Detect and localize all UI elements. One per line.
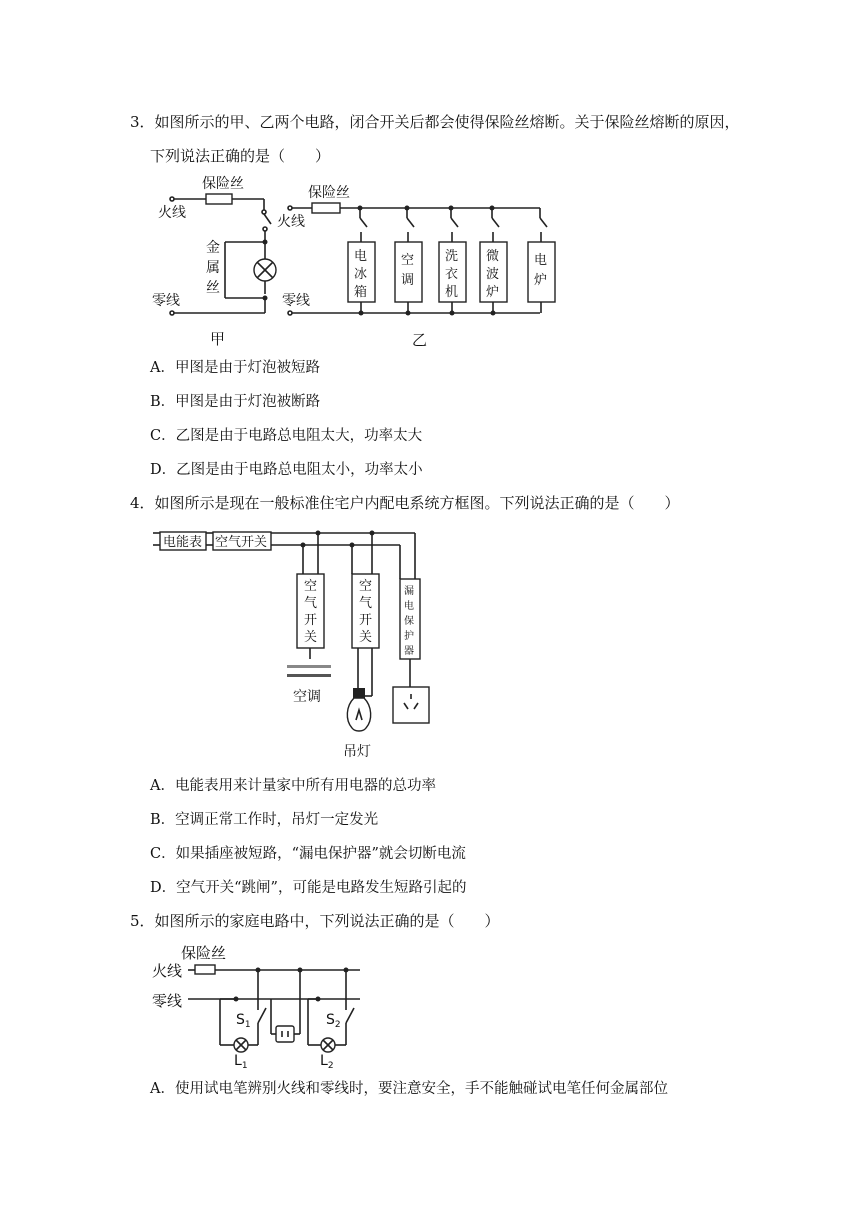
wall-socket-icon [393,687,429,723]
q3-stem-line2: 下列说法正确的是（ ） [150,147,331,165]
branch-l2 [308,970,354,1068]
breaker-char: 关 [359,630,373,645]
q3-option-a: A．甲图是由于灯泡被短路 [150,360,320,376]
q4-option-b: B．空调正常工作时，吊灯一定发光 [150,812,379,828]
appliance-char: 衣 [445,267,459,282]
breaker-char: 空 [304,579,318,594]
s2-label: $S_2$ [326,1012,341,1030]
appliance-char: 电 [534,253,548,268]
yi-caption: 乙 [412,331,428,349]
breaker-char: 气 [359,596,373,611]
q5-stem: 5．如图所示的家庭电路中，下列说法正确的是（ ） [130,912,500,930]
q5-option-a: A．使用试电笔辨别火线和零线时，要注意安全，手不能触碰试电笔任何金属部位 [150,1081,668,1097]
jia-live-label: 火线 [158,205,186,221]
q5-live-label: 火线 [152,962,183,980]
appliance-char: 微 [486,249,500,264]
appliance-char: 波 [486,267,500,282]
l2-label: $L_2$ [320,1053,334,1068]
appliance-char: 调 [401,273,415,288]
yi-neutral-terminal [288,311,292,315]
l1-label: $L_1$ [234,1053,248,1068]
q4-option-c: C．如果插座被短路，“漏电保护器”就会切断电流 [150,846,466,862]
pendant-lamp-icon [347,688,370,731]
q5-fuse-label: 保险丝 [181,944,227,962]
branch-washing-machine [439,206,466,316]
breaker-char: 开 [359,613,373,628]
q4-option-d: D．空气开关“跳闸”，可能是电路发生短路引起的 [150,880,467,896]
socket-branch [271,970,300,1042]
s1-label: $S_1$ [236,1012,251,1030]
rcd-char: 电 [404,601,414,612]
metal-wire-char-2: 属 [206,260,220,276]
q3-option-c: C．乙图是由于电路总电阻太大，功率太大 [150,428,423,444]
branch-refrigerator [348,206,375,316]
main-breaker-label: 空气开关 [215,535,268,550]
breaker-char: 关 [304,630,318,645]
q4-option-a: A．电能表用来计量家中所有用电器的总功率 [150,778,436,794]
appliance-char: 炉 [534,273,548,288]
branch-microwave [480,206,507,316]
breaker-char: 气 [304,596,318,611]
appliance-char: 机 [445,285,459,300]
q4-figure [150,524,450,774]
jia-fuse-icon [206,194,232,204]
branch-l1 [220,970,266,1068]
q3-stem-line1: 3．如图所示的甲、乙两个电路，闭合开关后都会使得保险丝熔断。关于保险丝熔断的原因， [130,113,740,131]
jia-switch-icon [264,214,271,224]
yi-fuse-icon [312,203,340,213]
q5-fuse-icon [195,965,215,974]
appliance-char: 冰 [354,267,368,282]
energy-meter-label: 电能表 [163,535,203,550]
q3-circuit-jia [152,176,276,348]
yi-neutral-label: 零线 [282,293,310,309]
air-conditioner-box [395,242,422,302]
branch-air-conditioner [395,206,422,316]
air-conditioner-label: 空调 [293,689,321,705]
switch-s2-icon [346,1008,354,1023]
breaker-char: 开 [304,613,318,628]
q3-option-d: D．乙图是由于电路总电阻太小，功率太小 [150,462,423,478]
q3-circuit-yi [277,185,555,349]
yi-live-terminal [288,206,292,210]
air-conditioner-icon [287,665,331,668]
yi-live-label: 火线 [277,214,305,230]
socket-icon [276,1026,294,1042]
appliance-char: 电 [354,249,368,264]
q3-figure [140,172,580,352]
rcd-char: 保 [404,616,414,627]
appliance-char: 箱 [354,285,368,300]
appliance-char: 炉 [486,285,500,300]
metal-wire-char-1: 金 [206,240,220,256]
switch-s1-icon [258,1008,266,1023]
yi-fuse-label: 保险丝 [308,185,350,201]
jia-neutral-terminal [170,311,174,315]
rcd-char: 器 [404,646,414,657]
q5-figure [148,938,368,1068]
electric-stove-box [528,242,555,302]
breaker-char: 空 [359,579,373,594]
q5-neutral-label: 零线 [152,992,183,1010]
q3-option-b: B．甲图是由于灯泡被断路 [150,394,321,410]
jia-caption: 甲 [210,330,226,348]
pendant-lamp-label: 吊灯 [343,744,371,760]
jia-fuse-label: 保险丝 [202,176,244,192]
appliance-char: 洗 [445,249,459,264]
jia-neutral-label: 零线 [152,293,180,309]
q4-stem: 4．如图所示是现在一般标准住宅户内配电系统方框图。下列说法正确的是（ ） [130,494,680,512]
branch-electric-stove [528,208,555,313]
rcd-char: 护 [404,631,414,642]
appliance-char: 空 [401,253,415,268]
metal-wire-char-3: 丝 [206,280,220,296]
jia-live-terminal [170,197,174,201]
rcd-char: 漏 [404,586,414,597]
